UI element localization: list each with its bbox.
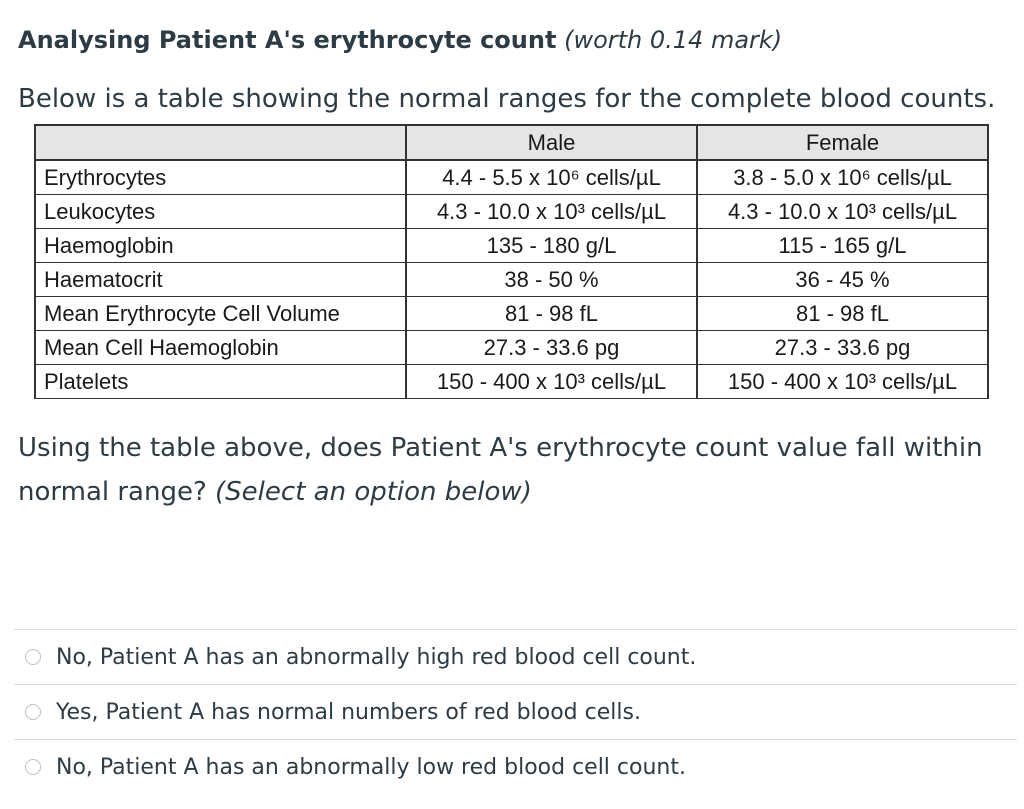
female-range: 36 - 45 %	[697, 263, 988, 297]
female-range: 4.3 - 10.0 x 10³ cells/µL	[697, 195, 988, 229]
intro-text: Below is a table showing the normal ranges for the complete blood counts.	[18, 84, 996, 114]
answer-option[interactable]	[14, 684, 1017, 739]
radio-button[interactable]	[25, 649, 41, 665]
normal-ranges-table	[34, 124, 989, 399]
table-header-row	[35, 125, 988, 160]
row-label: Haemoglobin	[35, 229, 406, 263]
answer-label[interactable]: No, Patient A has an abnormally high red blood cell count.	[56, 644, 697, 670]
radio-button[interactable]	[25, 759, 41, 775]
table-row	[35, 195, 988, 229]
radio-button[interactable]	[25, 704, 41, 720]
table-row	[35, 331, 988, 365]
female-range: 150 - 400 x 10³ cells/µL	[697, 365, 988, 399]
answer-options	[14, 629, 1017, 794]
table-row	[35, 229, 988, 263]
row-label: Mean Cell Haemoglobin	[35, 331, 406, 365]
question-title	[18, 24, 782, 56]
row-label: Mean Erythrocyte Cell Volume	[35, 297, 406, 331]
question-points: (worth 0.14 mark)	[564, 26, 783, 54]
answer-option[interactable]	[14, 629, 1017, 684]
row-label: Platelets	[35, 365, 406, 399]
male-range: 4.4 - 5.5 x 10⁶ cells/µL	[406, 160, 697, 195]
male-range: 38 - 50 %	[406, 263, 697, 297]
female-range: 115 - 165 g/L	[697, 229, 988, 263]
question-body: Using the table above, does Patient A's erythrocyte count value fall within normal range?	[18, 433, 983, 507]
question-instruction: (Select an option below)	[215, 477, 532, 507]
question-text	[18, 426, 998, 514]
row-label: Erythrocytes	[35, 160, 406, 195]
header-blank	[35, 125, 406, 160]
female-range: 81 - 98 fL	[697, 297, 988, 331]
male-range: 150 - 400 x 10³ cells/µL	[406, 365, 697, 399]
row-label: Leukocytes	[35, 195, 406, 229]
header-male: Male	[406, 125, 697, 160]
header-female: Female	[697, 125, 988, 160]
table-row	[35, 160, 988, 195]
answer-option[interactable]	[14, 739, 1017, 794]
answer-label[interactable]: No, Patient A has an abnormally low red blood cell count.	[56, 754, 686, 780]
answer-label[interactable]: Yes, Patient A has normal numbers of red blood cells.	[56, 699, 641, 725]
female-range: 3.8 - 5.0 x 10⁶ cells/µL	[697, 160, 988, 195]
female-range: 27.3 - 33.6 pg	[697, 331, 988, 365]
male-range: 135 - 180 g/L	[406, 229, 697, 263]
male-range: 81 - 98 fL	[406, 297, 697, 331]
question-title-text: Analysing Patient A's erythrocyte count	[18, 26, 557, 54]
male-range: 27.3 - 33.6 pg	[406, 331, 697, 365]
row-label: Haematocrit	[35, 263, 406, 297]
male-range: 4.3 - 10.0 x 10³ cells/µL	[406, 195, 697, 229]
table-row	[35, 263, 988, 297]
table-row	[35, 365, 988, 399]
table-row	[35, 297, 988, 331]
